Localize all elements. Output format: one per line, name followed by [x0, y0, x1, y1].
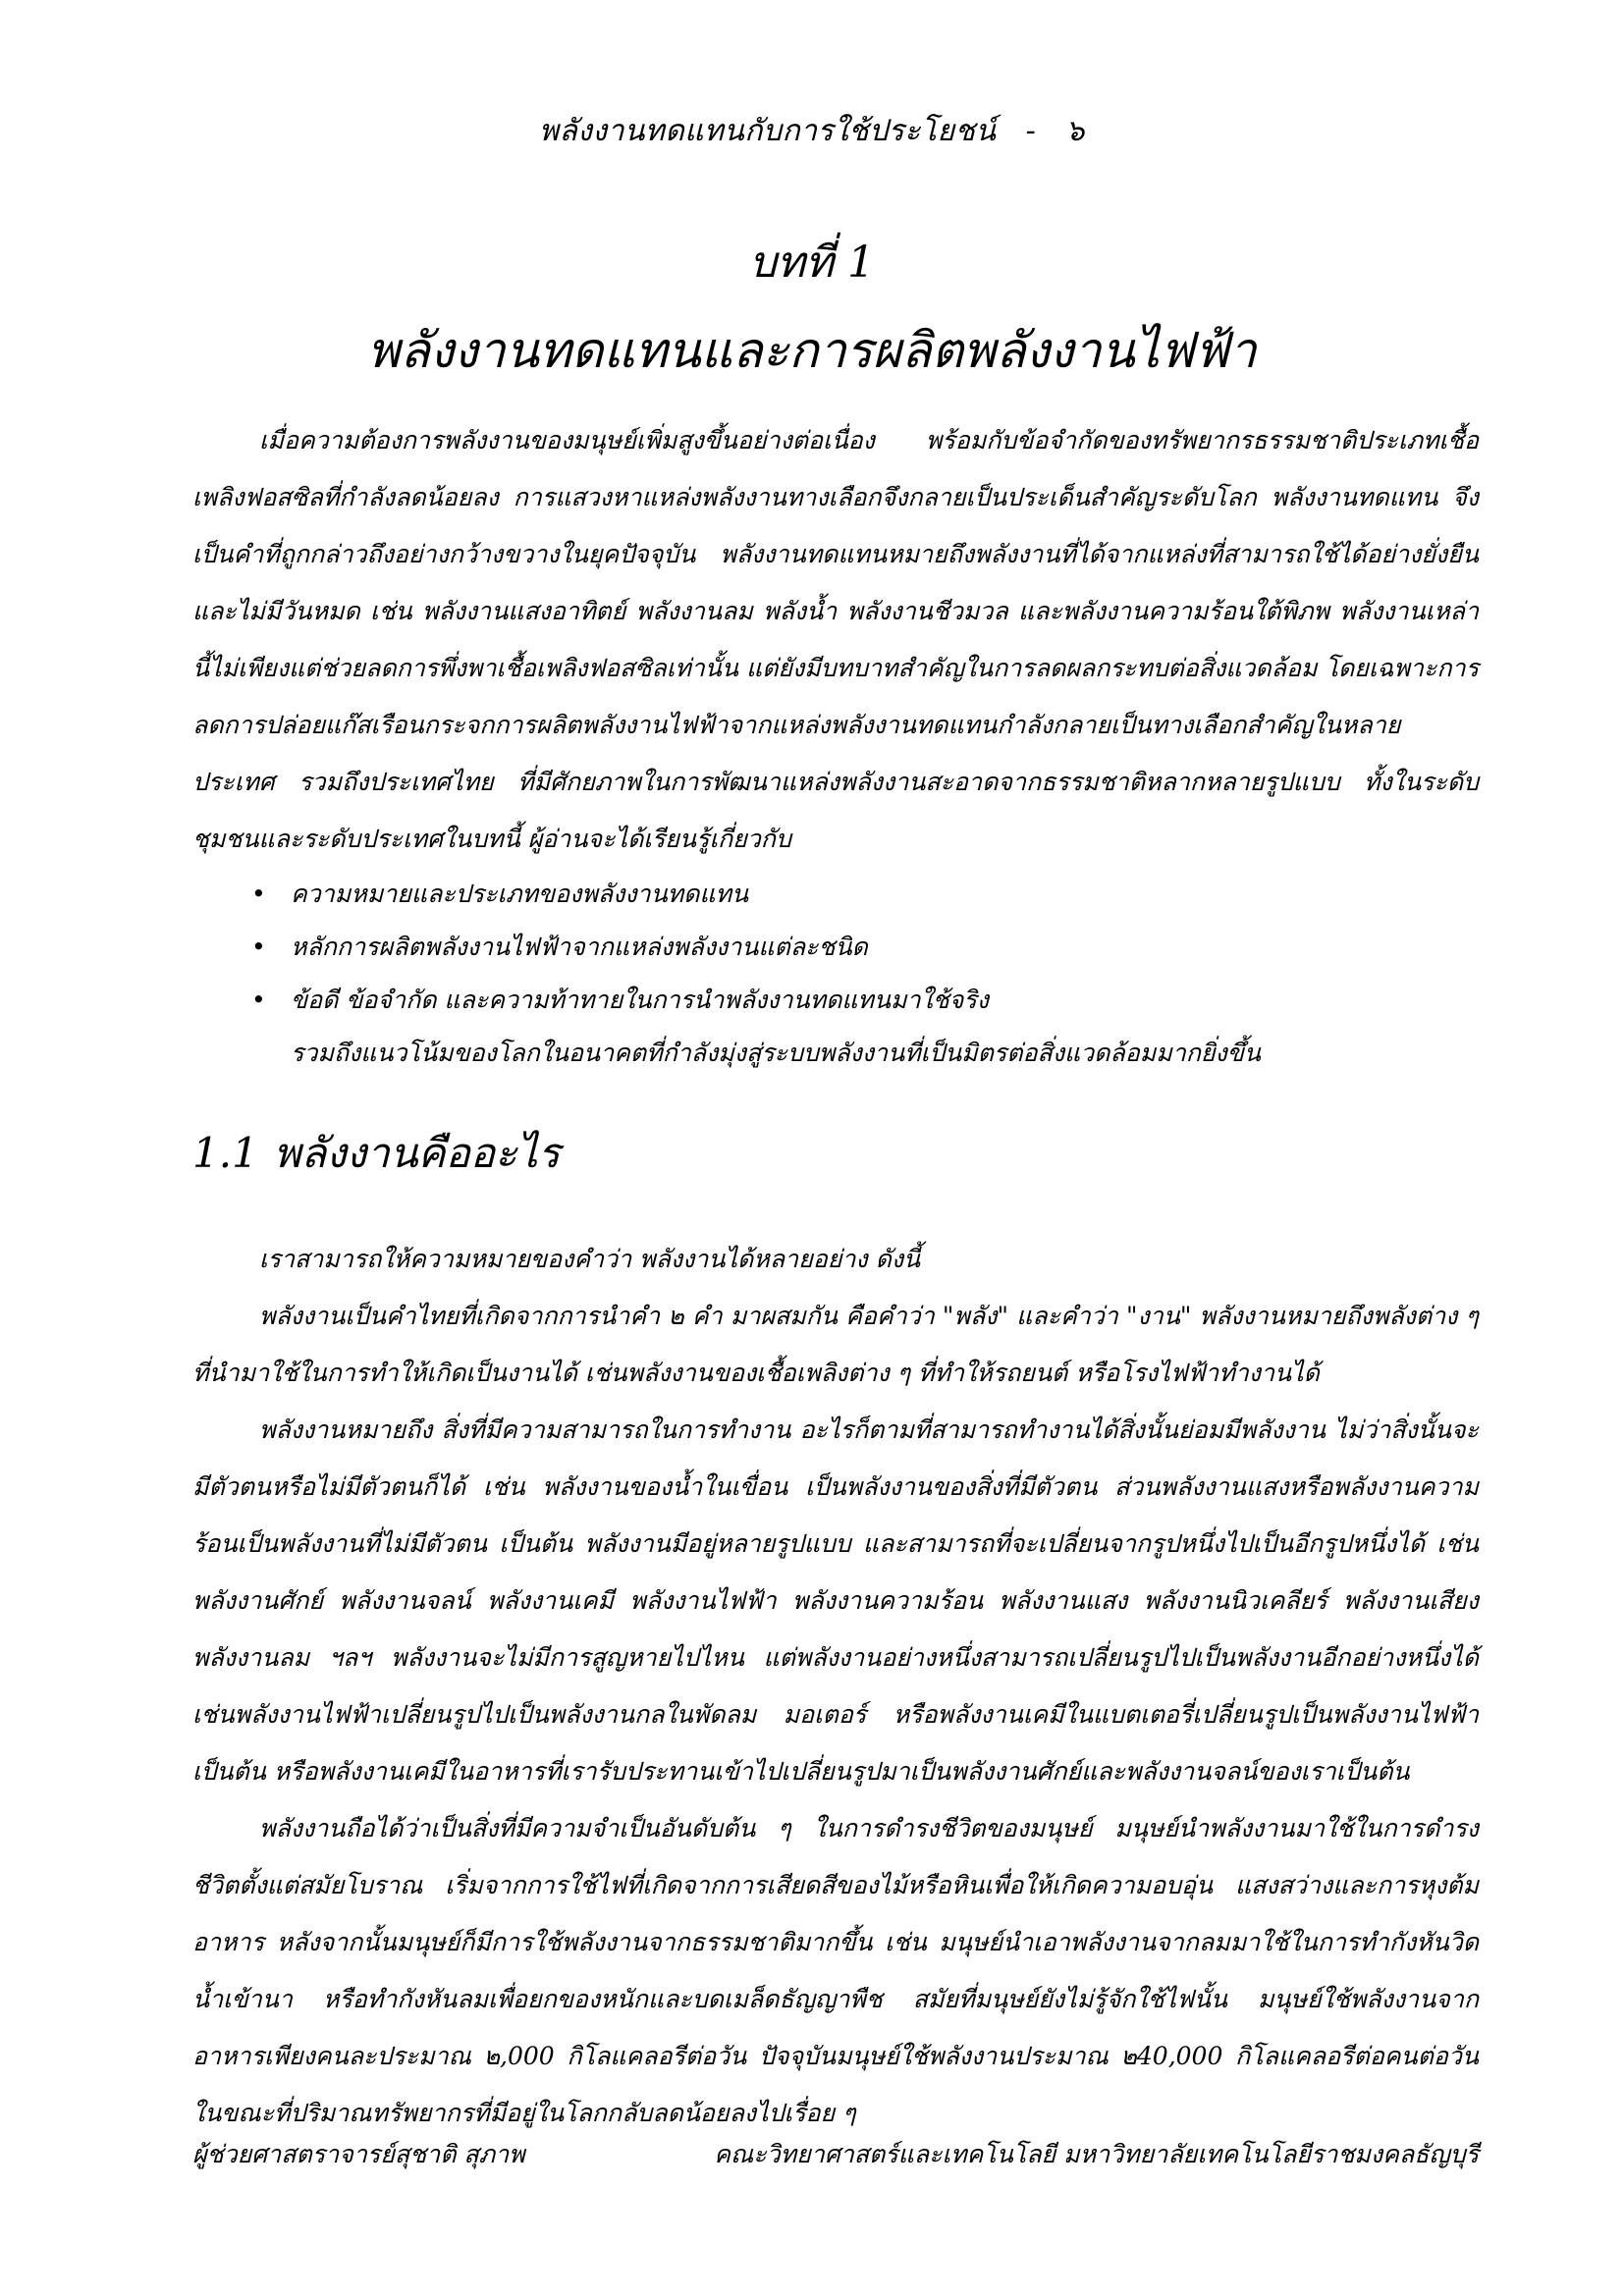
bullet-icon: • [251, 880, 266, 908]
chapter-title: พลังงานทดแทนและการผลิตพลังงานไฟฟ้า [367, 322, 1257, 379]
running-title: พลังงานทดแทนกับการใช้ประโยชน์ [539, 114, 997, 148]
page-number: ๖ [1065, 114, 1085, 148]
bullet-icon: • [251, 986, 266, 1014]
list-item: • ข้อดี ข้อจำกัด และความท้าทายในการนำพลังงานทดแทนมาใช้จริง [251, 974, 1479, 1027]
paragraph: พลังงานเป็นคำไทยที่เกิดจากการนำคำ ๒ คำ มาผสมกัน คือคำว่า "พลัง" และคำว่า "งาน" พลังงานหมายถึงพลังต่าง ๆ ที่นำมาใช้ในการทำให้เกิดเป็นงานได้ เช่นพลังงานของเชื้อเพลิงต่าง ๆ ที่ทำให้รถยนต์ หรือโรงไฟฟ้าทำงานได้ [192, 1302, 1479, 1387]
header-separator: - [1025, 114, 1037, 148]
section-heading [192, 1119, 1479, 1188]
list-item: • หลักการผลิตพลังงานไฟฟ้าจากแหล่งพลังงานแต่ละชนิด [251, 921, 1479, 974]
list-item: • ความหมายและประเภทของพลังงานทดแทน [251, 868, 1479, 921]
section-lead: เราสามารถให้ความหมายของคำว่า พลังงานได้หลายอย่าง ดังนี้ [259, 1245, 921, 1273]
main-content [192, 412, 1479, 2142]
bullet-icon: • [251, 933, 266, 961]
page-footer [192, 2135, 1479, 2174]
chapter-label: บทที่ 1 [749, 238, 875, 288]
bullet-continuation: รวมถึงแนวโน้มของโลกในอนาคตที่กำลังมุ่งสู่ระบบพลังงานที่เป็นมิตรต่อสิ่งแวดล้อมมากยิ่งขึ้น [291, 1039, 1261, 1067]
paragraph: พลังงานหมายถึง สิ่งที่มีความสามารถในการทำงาน อะไรก็ตามที่สามารถทำงานได้สิ่งนั้นย่อมมีพลังงาน ไม่ว่าสิ่งนั้นจะมีตัวตนหรือไม่มีตัวตนก็ได้ เช่น พลังงานของน้ำในเขื่อน เป็นพลังงานของสิ่งที่มีตัวตน ส่วนพลังงานแสงหรือพลังงานความร้อนเป็นพลังงานที่ไม่มีตัวตน เป็นต้น พลังงานมีอยู่หลายรูปแบบ และสามารถที่จะเปลี่ยนจากรูปหนึ่งไปเป็นอีกรูปหนึ่งได้ เช่น พลังงานศักย์ พลังงานจลน์ พลังงานเคมี พลังงานไฟฟ้า พลังงานความร้อน พลังงานแสง พลังงานนิวเคลียร์ พลังงานเสียง พลังงานลม ฯลฯ พลังงานจะไม่มีการสูญหายไปไหน แต่พลังงานอย่างหนึ่งสามารถเปลี่ยนรูปไปเป็นพลังงานอีกอย่างหนึ่งได้ เช่นพลังงานไฟฟ้าเปลี่ยนรูปไปเป็นพลังงานกลในพัดลม มอเตอร์ หรือพลังงานเคมีในแบตเตอรี่เปลี่ยนรูปเป็นพลังงานไฟฟ้าเป็นต้น หรือพลังงานเคมีในอาหารที่เรารับประทานเข้าไปเปลี่ยนรูปมาเป็นพลังงานศักย์และพลังงานจลน์ของเราเป็นต้น [192, 1415, 1479, 1786]
paragraph: พลังงานถือได้ว่าเป็นสิ่งที่มีความจำเป็นอันดับต้น ๆ ในการดำรงชีวิตของมนุษย์ มนุษย์นำพลังงานมาใช้ในการดำรงชีวิตตั้งแต่สมัยโบราณ เริ่มจากการใช้ไฟที่เกิดจากการเสียดสีของไม้หรือหินเพื่อให้เกิดความอบอุ่น แสงสว่างและการหุงต้มอาหาร หลังจากนั้นมนุษย์ก็มีการใช้พลังงานจากธรรมชาติมากขึ้น เช่น มนุษย์นำเอาพลังงานจากลมมาใช้ในการทำกังหันวิดน้ำเข้านา หรือทำกังหันลมเพื่อยกของหนักและบดเมล็ดธัญญาพืช สมัยที่มนุษย์ยังไม่รู้จักใช้ไฟนั้น มนุษย์ใช้พลังงานจากอาหารเพียงคนละประมาณ ๒,000 กิโลแคลอรีต่อวัน ปัจจุบันมนุษย์ใช้พลังงานประมาณ ๒40,000 กิโลแคลอรีต่อคนต่อวัน ในขณะที่ปริมาณทรัพยากรที่มีอยู่ในโลกกลับลดน้อยลงไปเรื่อย ๆ [192, 1814, 1479, 2127]
footer-institution: คณะวิทยาศาสตร์และเทคโนโลยี มหาวิทยาลัยเทคโนโลยีราชมงคลธัญบุรี [714, 2140, 1479, 2168]
running-header [0, 108, 1624, 154]
intro-paragraph: เมื่อความต้องการพลังงานของมนุษย์เพิ่มสูงขึ้นอย่างต่อเนื่อง พร้อมกับข้อจำกัดของทรัพยากรธรรมชาติประเภทเชื้อเพลิงฟอสซิลที่กำลังลดน้อยลง การแสวงหาแหล่งพลังงานทางเลือกจึงกลายเป็นประเด็นสำคัญระดับโลก พลังงานทดแทน จึงเป็นคำที่ถูกกล่าวถึงอย่างกว้างขวางในยุคปัจจุบัน พลังงานทดแทนหมายถึงพลังงานที่ได้จากแหล่งที่สามารถใช้ได้อย่างยั่งยืนและไม่มีวันหมด เช่น พลังงานแสงอาทิตย์ พลังงานลม พลังน้ำ พลังงานชีวมวล และพลังงานความร้อนใต้พิภพ พลังงานเหล่านี้ไม่เพียงแต่ช่วยลดการพึ่งพาเชื้อเพลิงฟอสซิลเท่านั้น แต่ยังมีบทบาทสำคัญในการลดผลกระทบต่อสิ่งแวดล้อม โดยเฉพาะการลดการปล่อยแก๊สเรือนกระจกการผลิตพลังงานไฟฟ้าจากแหล่งพลังงานทดแทนกำลังกลายเป็นทางเลือกสำคัญในหลายประเทศ รวมถึงประเทศไทย ที่มีศักยภาพในการพัฒนาแหล่งพลังงานสะอาดจากธรรมชาติหลากหลายรูปแบบ ทั้งในระดับชุมชนและระดับประเทศในบทนี้ ผู้อ่านจะได้เรียนรู้เกี่ยวกับ [192, 426, 1479, 853]
section-title: พลังงานคืออะไร [273, 1129, 561, 1177]
footer-author: ผู้ช่วยศาสตราจารย์สุชาติ สุภาพ [192, 2140, 525, 2168]
intro-bullet-list [192, 868, 1479, 1027]
section-number: 1.1 [192, 1129, 258, 1177]
